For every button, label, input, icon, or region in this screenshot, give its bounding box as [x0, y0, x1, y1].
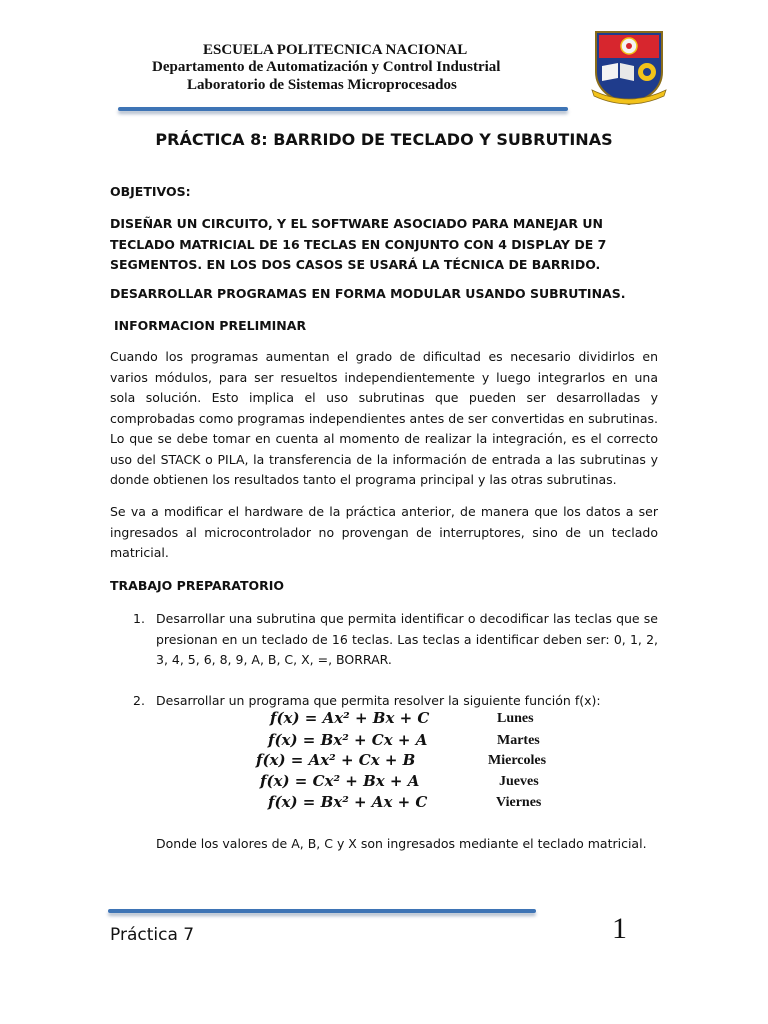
footer-label: Práctica 7: [110, 925, 195, 945]
formula-row: [268, 730, 427, 750]
formula-note: Donde los valores de A, B, C y X son ingresados mediante el teclado matricial.: [156, 836, 647, 851]
header-divider: [118, 107, 568, 111]
info-paragraph-2: Se va a modificar el hardware de la práctica anterior, de manera que los datos a ser ingresados al microcontrolador no provengan de interruptores, sino de un teclado matricial.: [110, 504, 658, 560]
list-number: 1.: [133, 611, 145, 626]
info-heading: INFORMACION PRELIMINAR: [114, 318, 307, 333]
institution-name: ESCUELA POLITECNICA NACIONAL: [203, 42, 468, 58]
info-paragraph-1: Cuando los programas aumentan el grado de dificultad es necesario dividirlos en varios módulos, para ser resueltos independientemente y luego integrarlos en una sola solución. Esto implica el uso subrutinas que pueden ser desarrolladas y comprobadas como programas independientes antes de ser convertidas en subrutinas. Lo que se debe tomar en cuenta al momento de realizar la integración, es el correcto uso del STACK o PILA, la transferencia de la información de entrada a las subrutinas y donde obtienen los resultados tanto el programa principal y las otras subrutinas.: [110, 349, 658, 487]
formula-row: [268, 792, 427, 812]
formula-row: [270, 708, 429, 728]
page-title: PRÁCTICA 8: BARRIDO DE TECLADO Y SUBRUTINAS: [155, 130, 613, 149]
formula: f(x) = Bx² + Cx + A: [268, 731, 428, 749]
footer-divider: [108, 909, 536, 913]
objective-1: DISEÑAR UN CIRCUITO, Y EL SOFTWARE ASOCIADO PARA MANEJAR UN TECLADO MATRICIAL DE 16 TECLAS EN CONJUNTO CON 4 DISPLAY DE 7 SEGMENTOS. EN LOS DOS CASOS SE USARÁ LA TÉCNICA DE BARRIDO.: [110, 216, 607, 272]
list-number: 2.: [133, 693, 145, 708]
objective-2: DESARROLLAR PROGRAMAS EN FORMA MODULAR USANDO SUBRUTINAS.: [110, 286, 626, 301]
department-name: Departamento de Automatización y Control Industrial: [152, 59, 501, 75]
formula-day: Miercoles: [488, 753, 547, 768]
formula: f(x) = Ax² + Cx + B: [256, 751, 416, 769]
formula: f(x) = Bx² + Ax + C: [268, 793, 428, 811]
list-item-2: Desarrollar un programa que permita resolver la siguiente función f(x):: [156, 693, 601, 708]
university-crest-icon: [588, 28, 670, 106]
laboratory-name: Laboratorio de Sistemas Microprocesados: [187, 77, 457, 93]
formula: f(x) = Cx² + Bx + A: [260, 772, 420, 790]
formula-day: Lunes: [497, 711, 534, 726]
formula-day: Martes: [497, 733, 540, 748]
formula-day: Viernes: [496, 795, 542, 810]
formula-day: Jueves: [499, 774, 539, 789]
formula-row: [260, 771, 419, 791]
formula: f(x) = Ax² + Bx + C: [270, 709, 430, 727]
objectives-heading: OBJETIVOS:: [110, 184, 191, 199]
page-number: 1: [612, 912, 627, 945]
formula-row: [256, 750, 415, 770]
list-item-1: Desarrollar una subrutina que permita identificar o decodificar las teclas que se presionan en un teclado de 16 teclas. Las teclas a identificar deben ser: 0, 1, 2, 3, 4, 5, 6, 8, 9, A, B, C, X, =, BORRAR.: [156, 611, 658, 667]
prep-heading: TRABAJO PREPARATORIO: [110, 578, 285, 593]
